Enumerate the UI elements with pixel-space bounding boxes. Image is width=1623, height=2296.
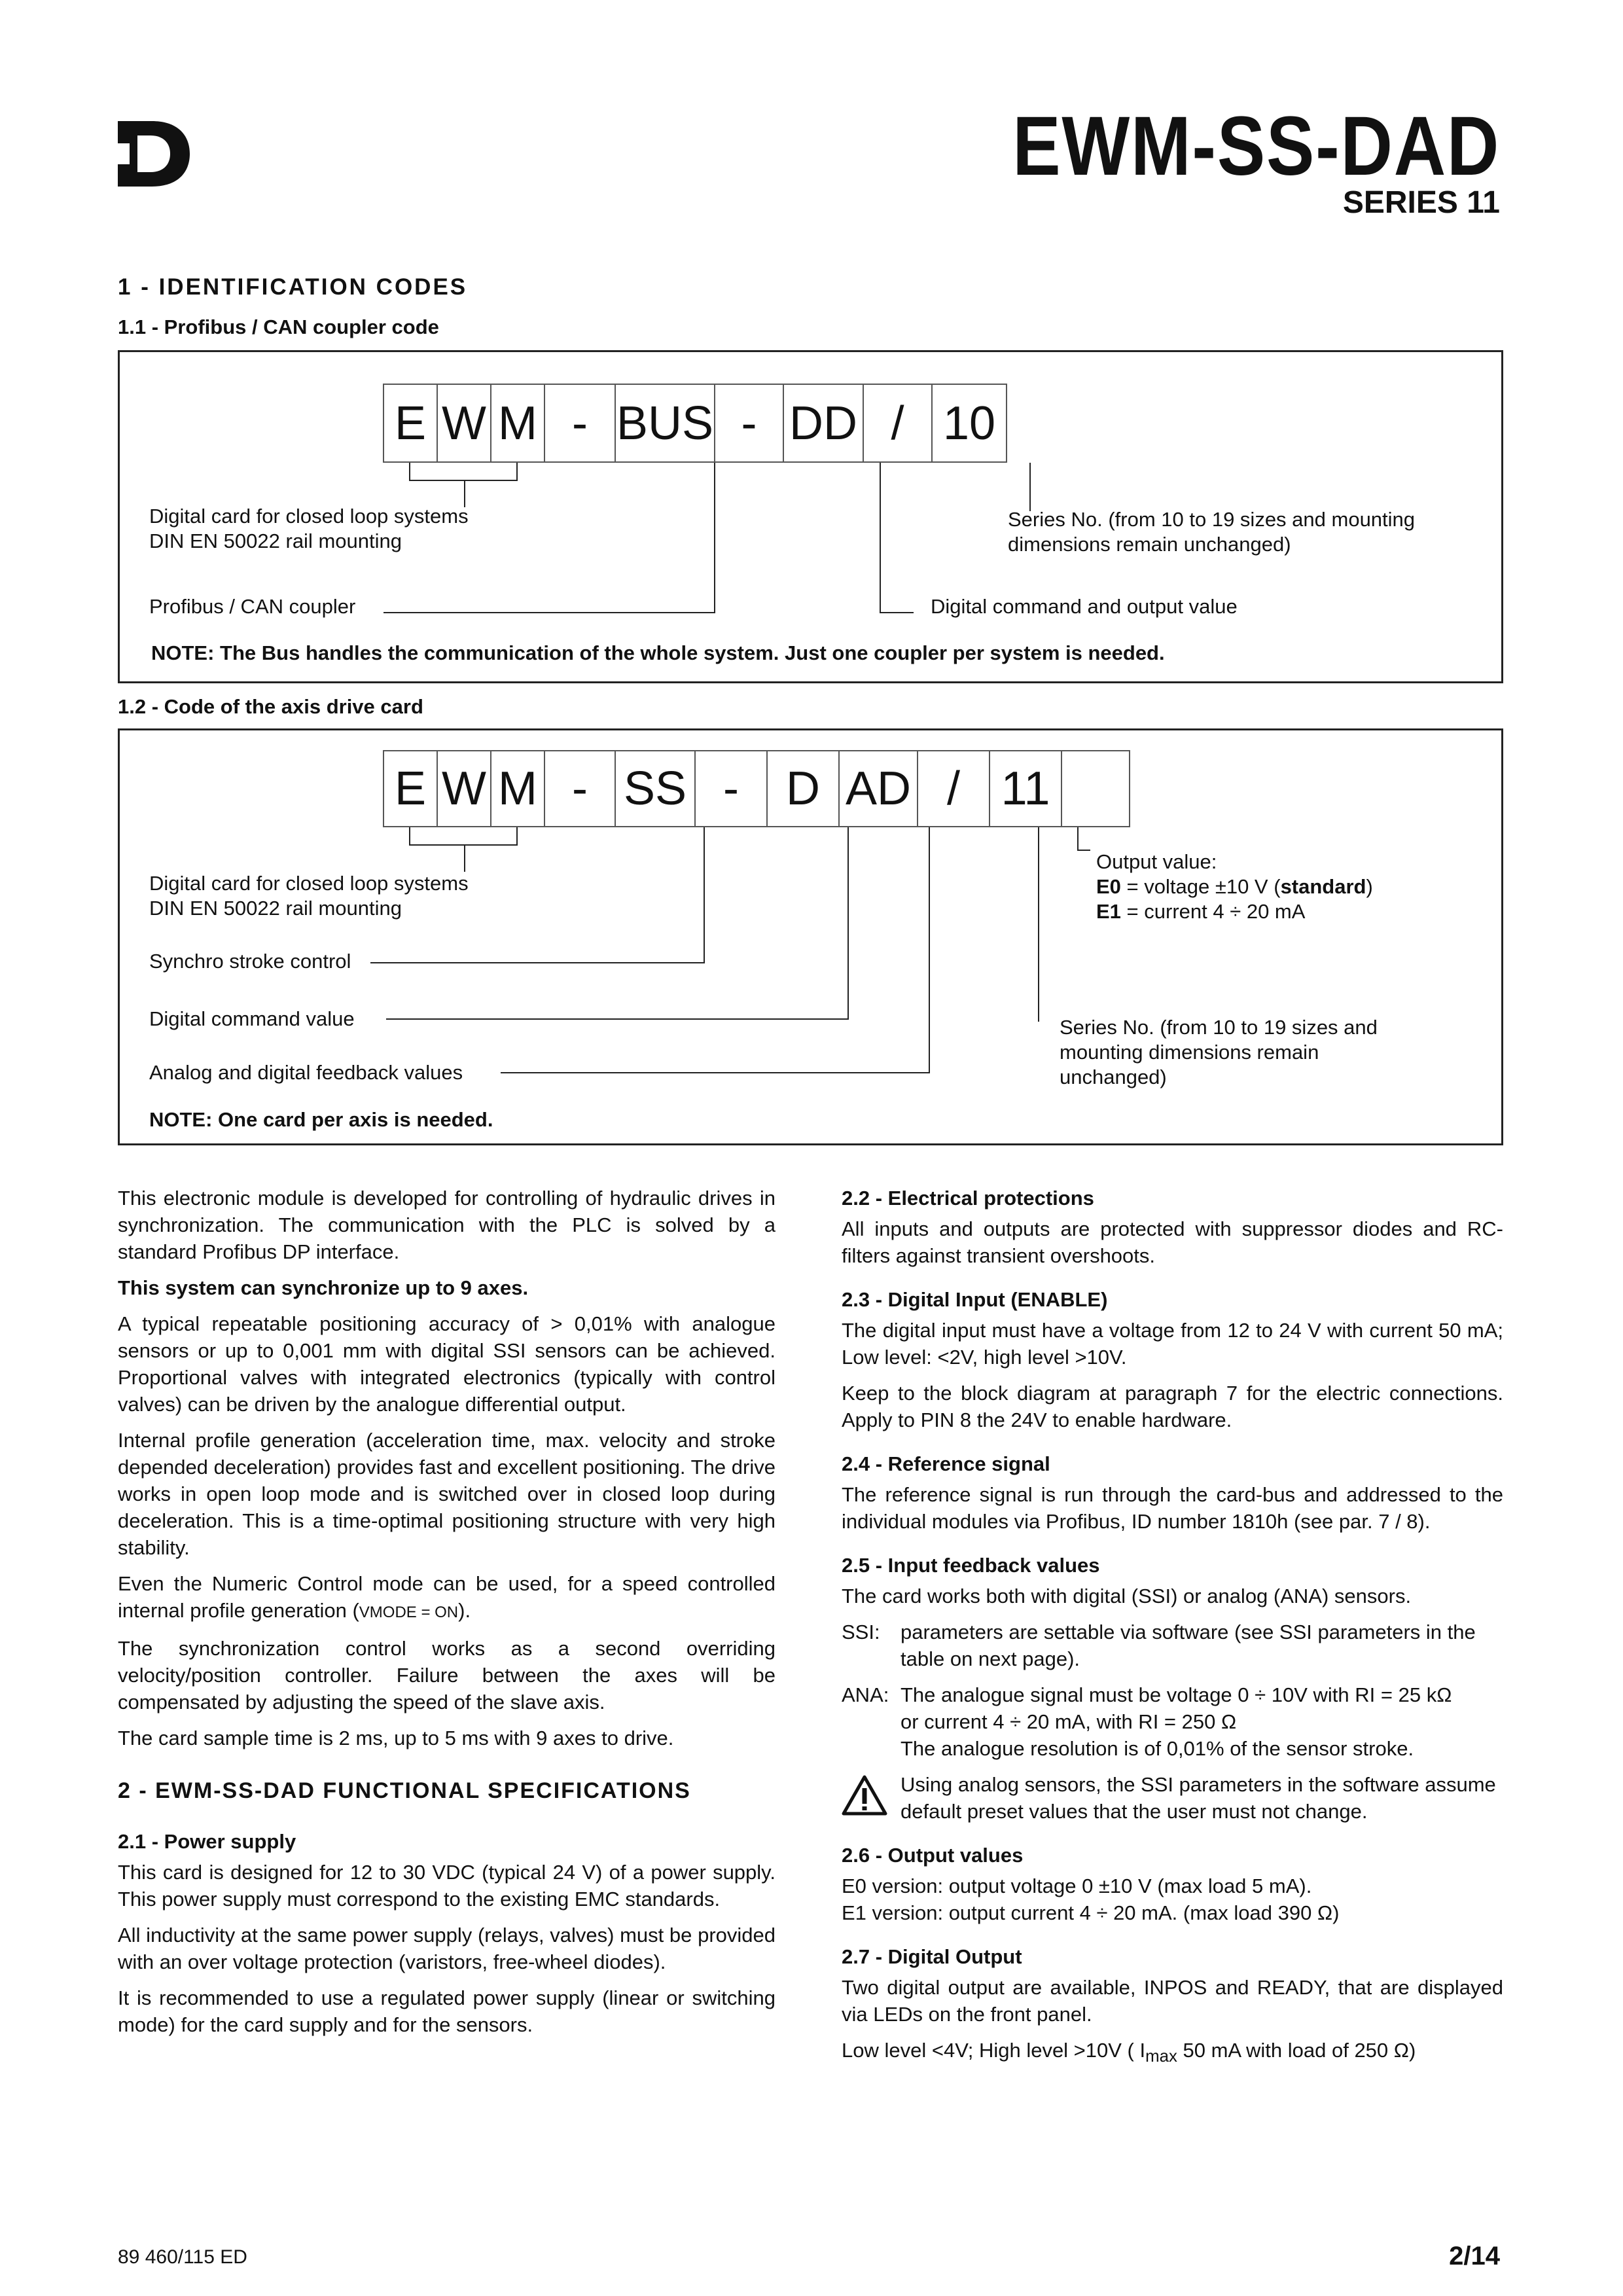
desc-series-line2: dimensions remain unchanged)	[1008, 533, 1291, 556]
code-cell: -	[544, 384, 616, 463]
output-title: Output value:	[1096, 850, 1217, 873]
feedback-paragraph: The card works both with digital (SSI) or analog (ANA) sensors.	[842, 1585, 1412, 1607]
series-line2: mounting dimensions remain	[1060, 1041, 1319, 1064]
connector-line	[714, 463, 715, 613]
code-cell: E	[383, 750, 438, 827]
code-cell: SS	[615, 750, 696, 827]
code-cell: W	[437, 384, 491, 463]
code-cell: -	[694, 750, 768, 827]
connector-line	[409, 480, 518, 481]
connector-line	[464, 480, 465, 507]
desc-card-line2: DIN EN 50022 rail mounting	[149, 529, 402, 552]
coupler-code-box	[118, 350, 1503, 683]
imax-subscript: max	[1145, 2047, 1177, 2066]
connector-line	[704, 827, 705, 963]
output-e0-code: E0	[1096, 875, 1121, 898]
section-2-7-heading: 2.7 - Digital Output	[842, 1945, 1022, 1968]
section-1-heading: 1 - IDENTIFICATION CODES	[118, 274, 468, 300]
e1-version-line: E1 version: output current 4 ÷ 20 mA. (max load 390 Ω)	[842, 1901, 1340, 1924]
connector-line	[386, 1018, 849, 1020]
series-line3: unchanged)	[1060, 1066, 1167, 1088]
output-e0-text: = voltage ±10 V (	[1120, 875, 1281, 898]
desc-card-line2: DIN EN 50022 rail mounting	[149, 897, 402, 920]
coupler-note: NOTE: The Bus handles the communication of the whole system. Just one coupler per system is needed.	[151, 641, 1165, 664]
numeric-control-end: ).	[458, 1599, 471, 1622]
desc-feedback: Analog and digital feedback values	[149, 1061, 463, 1084]
code-cell: -	[714, 384, 784, 463]
output-e1-code: E1	[1096, 900, 1121, 923]
axis-card-note: NOTE: One card per axis is needed.	[149, 1108, 493, 1131]
code-cell: BUS	[615, 384, 715, 463]
axis-card-code-box	[118, 728, 1503, 1145]
code-cell: /	[863, 384, 933, 463]
connector-line	[1077, 850, 1090, 851]
levels-end: 50 mA with load of 250 Ω)	[1177, 2039, 1416, 2062]
code-cell: 10	[931, 384, 1007, 463]
section-2-1-heading: 2.1 - Power supply	[118, 1830, 296, 1853]
profile-paragraph: Internal profile generation (acceleration time, max. velocity and stroke depended deceleration) provides fast and excellent positioning. The drive works in open loop mode and is switched over in closed loop during deceleration. This is a time-optimal positioning structure with very high stability.	[118, 1429, 776, 1559]
reference-signal-paragraph: The reference signal is run through the card-bus and addressed to the individual modules via Profibus, ID number 1810h (see par. 7 / 8).	[842, 1483, 1503, 1533]
protections-paragraph: All inputs and outputs are protected with suppressor diodes and RC-filters against transient overshoots.	[842, 1217, 1503, 1267]
connector-line	[880, 463, 881, 613]
document-title: EWM-SS-DAD	[1012, 99, 1500, 193]
brand-logo	[118, 121, 190, 187]
section-2-heading: 2 - EWM-SS-DAD FUNCTIONAL SPECIFICATIONS	[118, 1778, 691, 1803]
code-cell-option	[1061, 750, 1130, 827]
section-2-4-heading: 2.4 - Reference signal	[842, 1452, 1050, 1475]
vmode-label: VMODE = ON	[359, 1604, 459, 1621]
connector-line	[409, 463, 410, 481]
block-diagram-paragraph: Keep to the block diagram at paragraph 7 for the electric connections. Apply to PIN 8 the 24V to enable hardware.	[842, 1382, 1503, 1431]
connector-line	[501, 1072, 930, 1073]
connector-line	[409, 827, 410, 846]
ssi-text: parameters are settable via software (see SSI parameters in the table on next page).	[901, 1621, 1476, 1670]
connector-line	[929, 827, 930, 1073]
connector-line	[1077, 827, 1079, 851]
intro-paragraph: This electronic module is developed for controlling of hydraulic drives in synchronization. The communication with the PLC is solved by a standard Profibus DP interface.	[118, 1187, 776, 1263]
ana-text	[901, 1681, 1503, 1762]
ana-line1: The analogue signal must be voltage 0 ÷ 10V with RI = 25 kΩ	[901, 1683, 1452, 1706]
desc-card-line1: Digital card for closed loop systems	[149, 505, 469, 528]
sample-time-paragraph: The card sample time is 2 ms, up to 5 ms with 9 axes to drive.	[118, 1727, 674, 1749]
desc-command: Digital command value	[149, 1007, 355, 1030]
ana-item	[842, 1681, 1503, 1762]
ana-line2: or current 4 ÷ 20 mA, with RI = 250 Ω	[901, 1710, 1237, 1733]
output-e0-close: )	[1366, 875, 1373, 898]
document-series: SERIES 11	[1342, 185, 1500, 220]
ana-label: ANA:	[842, 1683, 889, 1706]
e0-version-line: E0 version: output voltage 0 ±10 V (max load 5 mA).	[842, 1874, 1312, 1897]
connector-line	[516, 827, 518, 846]
section-2-3-heading: 2.3 - Digital Input (ENABLE)	[842, 1288, 1108, 1311]
ssi-item	[842, 1619, 1503, 1672]
sync-control-paragraph: The synchronization control works as a second overriding velocity/position controller. Failure between the axes will be compensated by adjusting the speed of the slave axis.	[118, 1637, 776, 1713]
code-cell: M	[490, 384, 545, 463]
code-cell: D	[766, 750, 840, 827]
output-e1	[1096, 899, 1305, 924]
connector-line	[1029, 463, 1031, 511]
regulated-supply-paragraph: It is recommended to use a regulated power supply (linear or switching mode) for the card supply and for the sensors.	[118, 1986, 776, 2036]
desc-series-line1: Series No. (from 10 to 19 sizes and mounting	[1008, 508, 1416, 531]
page-number: 2/14	[1449, 2242, 1500, 2270]
code-cell: E	[383, 384, 438, 463]
inductivity-paragraph: All inductivity at the same power supply (relays, valves) must be provided with an over voltage protection (varistors, free-wheel diodes).	[118, 1924, 776, 1973]
digital-output-paragraph: Two digital output are available, INPOS and READY, that are displayed via LEDs on the front panel.	[842, 1976, 1503, 2026]
desc-card-line1: Digital card for closed loop systems	[149, 872, 469, 895]
connector-line	[409, 844, 518, 846]
connector-line	[383, 612, 715, 613]
output-e0	[1096, 874, 1373, 899]
warning-note	[842, 1771, 1503, 1825]
output-e1-text: = current 4 ÷ 20 mA	[1120, 900, 1306, 923]
warning-text: Using analog sensors, the SSI parameters in the software assume default preset values that the user must not change.	[901, 1773, 1496, 1823]
code-cell: W	[437, 750, 491, 827]
left-column	[118, 1185, 776, 2047]
code-cell: AD	[838, 750, 918, 827]
levels-text: Low level <4V; High level >10V ( I	[842, 2039, 1146, 2062]
section-2-6-heading: 2.6 - Output values	[842, 1844, 1024, 1867]
code-cell: DD	[783, 384, 864, 463]
connector-line	[464, 844, 465, 872]
numeric-control-paragraph	[118, 1570, 776, 1626]
desc-digital: Digital command and output value	[931, 595, 1238, 618]
section-2-2-heading: 2.2 - Electrical protections	[842, 1187, 1094, 1210]
document-code: 89 460/115 ED	[118, 2246, 247, 2268]
numeric-control-text: Even the Numeric Control mode can be used, for a speed controlled internal profile generation (	[118, 1572, 776, 1622]
levels-paragraph	[842, 2037, 1503, 2070]
output-e0-standard: standard	[1280, 875, 1366, 898]
accuracy-paragraph: A typical repeatable positioning accuracy of > 0,01% with analogue sensors or up to 0,001 mm with digital SSI sensors can be achieved. Proportional valves with integrated electronics (typically with control valves) can be driven by the analogue differential output.	[118, 1312, 776, 1416]
connector-line	[880, 612, 914, 613]
code-cell: 11	[989, 750, 1062, 827]
connector-line	[516, 463, 518, 481]
code-cell: -	[544, 750, 616, 827]
power-supply-paragraph: This card is designed for 12 to 30 VDC (typical 24 V) of a power supply. This power supply must correspond to the existing EMC standards.	[118, 1861, 776, 1910]
section-1-2-heading: 1.2 - Code of the axis drive card	[118, 695, 423, 718]
connector-line	[1038, 827, 1039, 1022]
right-column	[842, 1185, 1503, 2079]
digital-input-paragraph: The digital input must have a voltage from 12 to 24 V with current 50 mA; Low level: <2V, high level >10V.	[842, 1319, 1503, 1369]
ssi-label: SSI:	[842, 1621, 880, 1643]
code-cell: /	[917, 750, 990, 827]
warning-icon	[842, 1775, 887, 1816]
ana-line3: The analogue resolution is of 0,01% of the sensor stroke.	[901, 1737, 1414, 1760]
desc-coupler: Profibus / CAN coupler	[149, 595, 356, 618]
connector-line	[370, 962, 705, 963]
sync-axes-paragraph: This system can synchronize up to 9 axes.	[118, 1276, 529, 1299]
section-1-1-heading: 1.1 - Profibus / CAN coupler code	[118, 315, 439, 338]
series-line1: Series No. (from 10 to 19 sizes and	[1060, 1016, 1378, 1039]
connector-line	[847, 827, 849, 1020]
code-cell: M	[490, 750, 545, 827]
desc-synchro: Synchro stroke control	[149, 950, 351, 973]
section-2-5-heading: 2.5 - Input feedback values	[842, 1554, 1100, 1577]
